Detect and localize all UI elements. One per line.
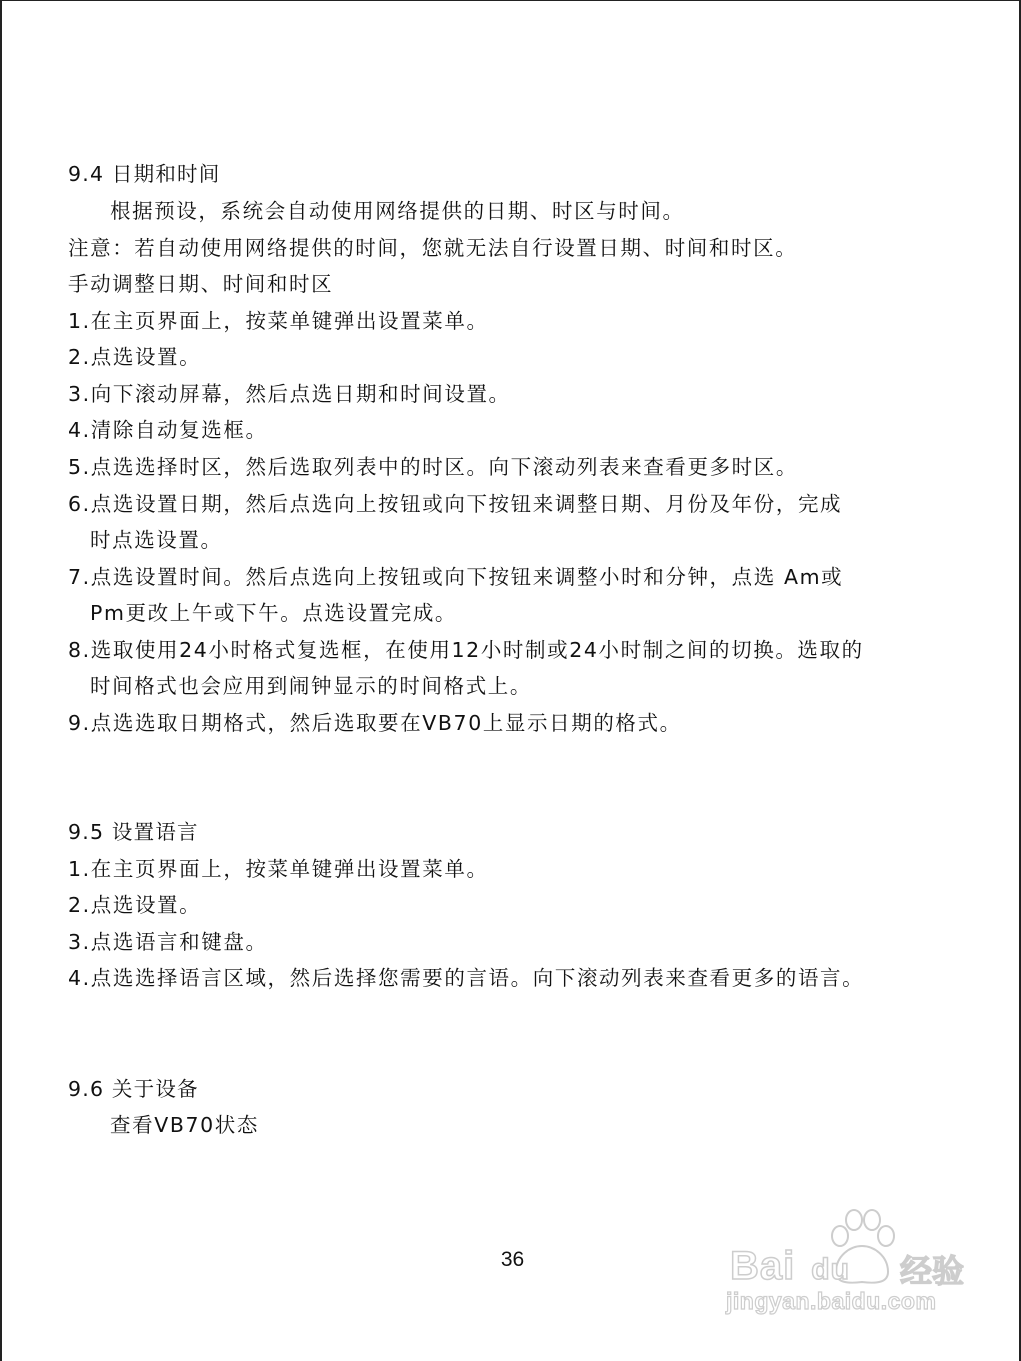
page-number: 36 — [500, 1248, 525, 1271]
step-item-7: 7.点选设置时间。然后点选向上按钮或向下按钮来调整小时和分钟，点选 Am或 — [68, 565, 844, 589]
watermark-brand-text — [730, 1244, 850, 1289]
section-heading-9-6: 9.6 关于设备 — [68, 1077, 199, 1101]
step-item-6-continued: 时点选设置。 — [90, 528, 223, 552]
step-item-8-continued: 时间格式也会应用到闹钟显示的时间格式上。 — [90, 674, 532, 698]
step-item-1: 1.在主页界面上，按菜单键弹出设置菜单。 — [68, 857, 489, 881]
step-item-2: 2.点选设置。 — [68, 893, 202, 917]
watermark-brand: Bai — [730, 1244, 796, 1288]
section-heading-9-4: 9.4 日期和时间 — [68, 162, 221, 186]
watermark-cn-text: 经验 — [900, 1252, 965, 1290]
step-item-7-continued: Pm更改上午或下午。点选设置完成。 — [90, 601, 458, 625]
section-heading-9-5: 9.5 设置语言 — [68, 820, 199, 844]
note-paragraph: 注意：若自动使用网络提供的时间，您就无法自行设置日期、时间和时区。 — [68, 236, 798, 260]
section-intro-paragraph: 查看VB70状态 — [110, 1113, 259, 1137]
step-item-4: 4.清除自动复选框。 — [68, 418, 268, 442]
section-intro-paragraph: 根据预设，系统会自动使用网络提供的日期、时区与时间。 — [110, 199, 685, 223]
watermark-url: jingyan.baidu.com — [726, 1288, 937, 1314]
baidu-jingyan-watermark — [722, 1206, 982, 1321]
watermark-paw-text: du — [811, 1253, 850, 1286]
subheading-manual-adjust: 手动调整日期、时间和时区 — [68, 272, 334, 296]
step-item-8: 8.选取使用24小时格式复选框，在使用12小时制或24小时制之间的切换。选取的 — [68, 638, 864, 662]
step-item-9: 9.点选选取日期格式，然后选取要在VB70上显示日期的格式。 — [68, 711, 682, 735]
step-item-1: 1.在主页界面上，按菜单键弹出设置菜单。 — [68, 309, 489, 333]
step-item-3: 3.点选语言和键盘。 — [68, 930, 268, 954]
step-item-3: 3.向下滚动屏幕，然后点选日期和时间设置。 — [68, 382, 511, 406]
step-item-2: 2.点选设置。 — [68, 345, 202, 369]
step-item-5: 5.点选选择时区，然后选取列表中的时区。向下滚动列表来查看更多时区。 — [68, 455, 798, 479]
step-item-4: 4.点选选择语言区域，然后选择您需要的言语。向下滚动列表来查看更多的语言。 — [68, 966, 865, 990]
step-item-6: 6.点选设置日期，然后点选向上按钮或向下按钮来调整日期、月份及年份，完成 — [68, 492, 843, 516]
